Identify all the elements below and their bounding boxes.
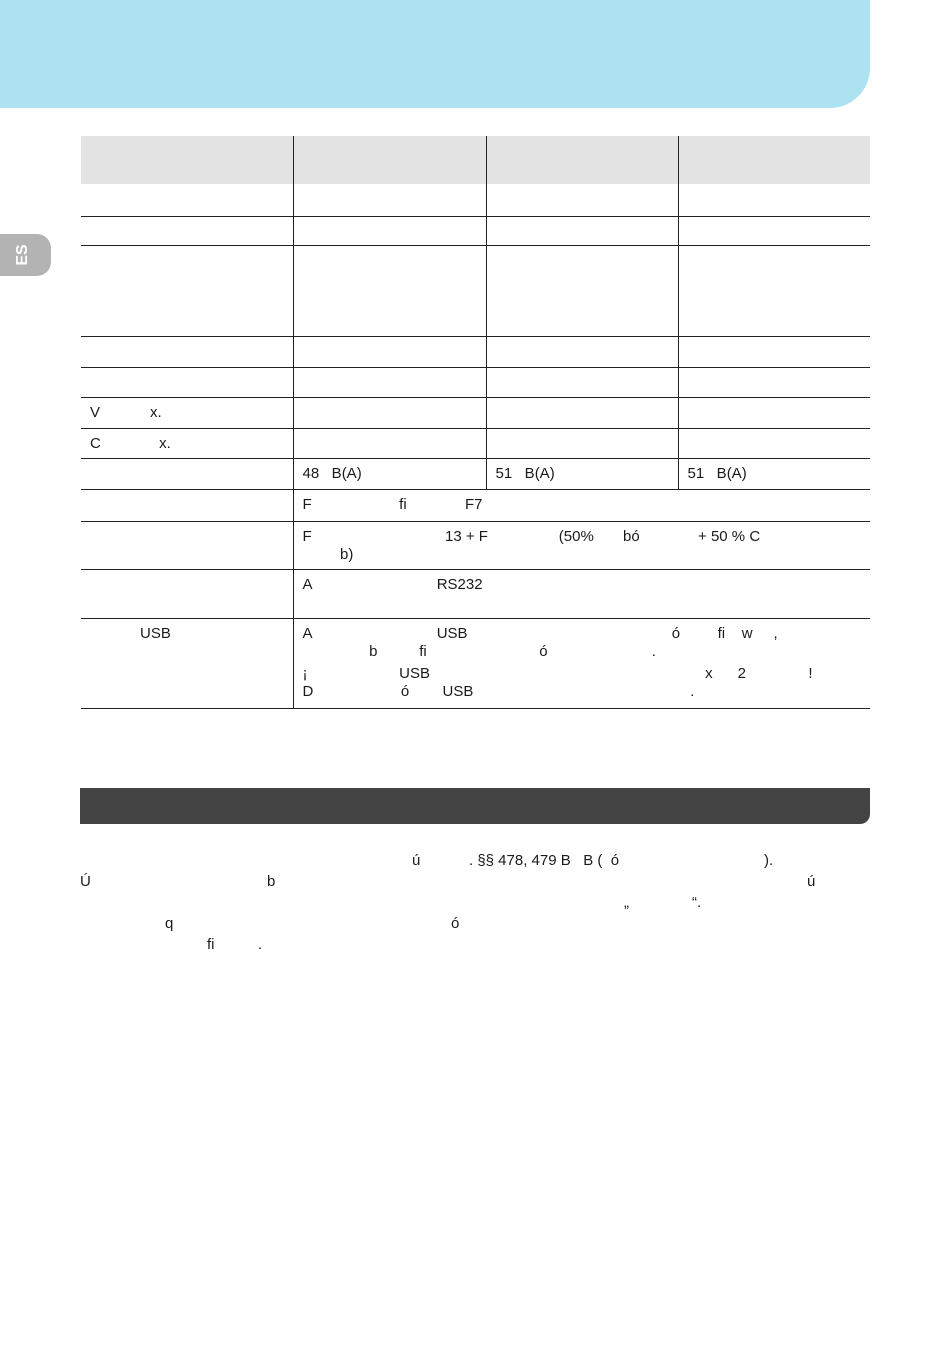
spec-table [81, 136, 870, 709]
table-cell [293, 367, 486, 397]
table-cell [81, 336, 293, 367]
paragraph-fragment: ú [807, 873, 816, 890]
table-row [81, 184, 870, 216]
table-cell [486, 397, 678, 428]
paragraph-fragment: . [258, 936, 263, 953]
table-cell [81, 521, 293, 569]
table-row [81, 489, 870, 521]
table-cell [678, 397, 870, 428]
paragraph-fragment: “. [692, 894, 702, 911]
table-row [81, 397, 870, 428]
table-cell [293, 397, 486, 428]
table-row [81, 521, 870, 569]
usb-warning-line: ¡ USB x 2 ! D ó USB . [302, 664, 813, 700]
paragraph-line [80, 852, 870, 873]
table-cell [678, 428, 870, 458]
table-cell [293, 184, 486, 216]
table-row [81, 245, 870, 336]
table-cell [486, 336, 678, 367]
table-cell: USB [81, 618, 293, 708]
table-cell [486, 245, 678, 336]
table-cell: C x. [81, 428, 293, 458]
table-row [81, 367, 870, 397]
table-cell [486, 367, 678, 397]
table-row [81, 458, 870, 489]
paragraph-line [80, 894, 870, 915]
paragraph-fragment: fi [207, 936, 215, 953]
paragraph-fragment: ú [412, 852, 421, 869]
table-cell [678, 216, 870, 245]
table-cell [81, 216, 293, 245]
table-row [81, 216, 870, 245]
table-cell [486, 184, 678, 216]
table-cell [678, 184, 870, 216]
table-cell: 51 B(A) [486, 458, 678, 489]
paragraph-fragment: „ [624, 894, 629, 911]
table-cell: A RS232 [293, 569, 870, 618]
section-heading-bar [80, 788, 870, 824]
paragraph-fragment: ). [764, 852, 774, 869]
language-tab-label: ES [14, 244, 31, 266]
table-row [81, 569, 870, 618]
table-cell [293, 428, 486, 458]
table-cell [486, 216, 678, 245]
table-cell: F 13 + F (50% bó + 50 % C b) [293, 521, 870, 569]
table-cell [293, 618, 870, 708]
table-row [81, 336, 870, 367]
table-cell [678, 336, 870, 367]
table-header-cell [293, 136, 486, 184]
table-cell [81, 489, 293, 521]
paragraph-fragment: b [267, 873, 276, 890]
table-cell [293, 245, 486, 336]
table-cell: F fi F7 [293, 489, 870, 521]
table-cell [678, 367, 870, 397]
table-cell [81, 458, 293, 489]
usb-note-line: A USB ó fi w , b fi ó . [302, 624, 778, 660]
paragraph-line [80, 936, 870, 957]
table-cell [81, 245, 293, 336]
table-cell: V x. [81, 397, 293, 428]
header-band [0, 0, 870, 108]
table-row [81, 428, 870, 458]
table-cell [293, 216, 486, 245]
table-header-row [81, 136, 870, 184]
paragraph-line [80, 873, 870, 894]
paragraph-fragment: q [165, 915, 174, 932]
table-cell: 48 B(A) [293, 458, 486, 489]
table-header-cell [81, 136, 293, 184]
paragraph-line [80, 915, 870, 936]
table-cell [81, 184, 293, 216]
paragraph-fragment: . §§ 478, 479 B B ( ó [469, 852, 620, 869]
paragraph-fragment: ó [451, 915, 460, 932]
table-cell: 51 B(A) [678, 458, 870, 489]
table-row [81, 618, 870, 708]
language-tab[interactable] [0, 234, 51, 276]
table-cell [293, 336, 486, 367]
table-cell [486, 428, 678, 458]
table-header-cell [678, 136, 870, 184]
table-header-cell [486, 136, 678, 184]
table-cell [678, 245, 870, 336]
table-cell [81, 569, 293, 618]
table-cell [81, 367, 293, 397]
warranty-paragraph [80, 852, 870, 957]
paragraph-fragment: Ú [80, 873, 91, 890]
